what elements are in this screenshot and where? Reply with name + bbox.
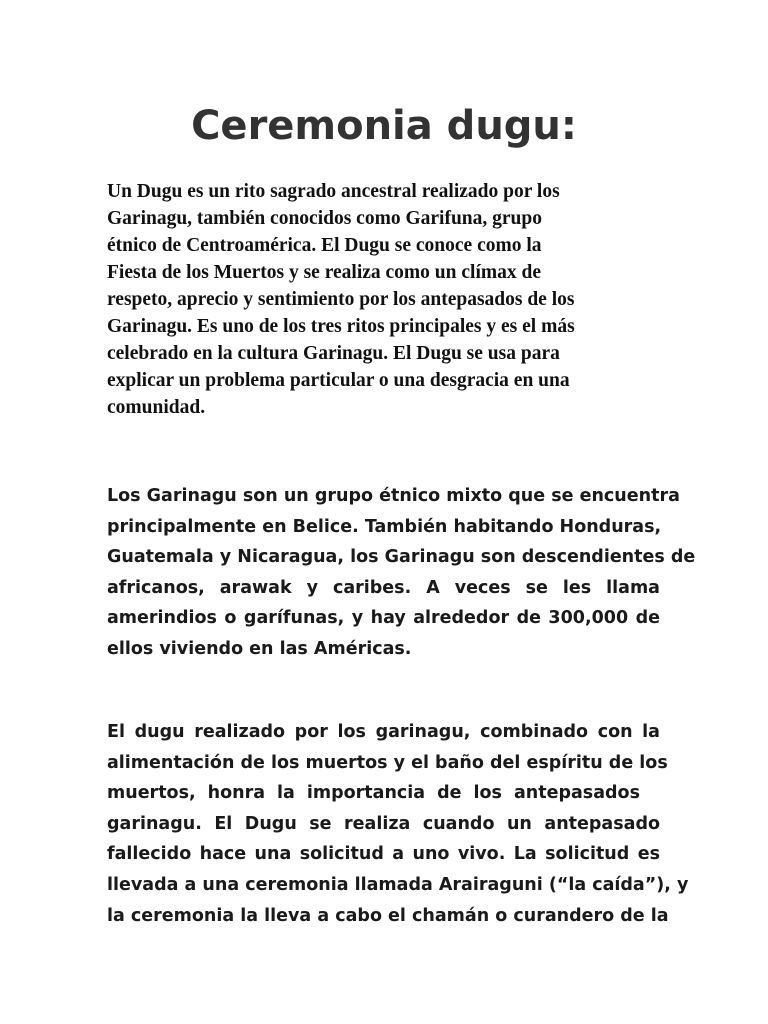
paragraph-line: Fiesta de los Muertos y se realiza como un clímax de xyxy=(107,262,541,283)
paragraph-line: muertos, honra la importancia de los antepasados xyxy=(107,783,640,804)
paragraph-line: Garinagu. Es uno de los tres ritos principales y es el más xyxy=(107,316,575,337)
paragraph-line: étnico de Centroamérica. El Dugu se conoce como la xyxy=(107,235,542,256)
paragraph-line: comunidad. xyxy=(107,397,206,418)
paragraph-line: garinagu. El Dugu se realiza cuando un antepasado xyxy=(107,813,660,834)
paragraph-line: Un Dugu es un rito sagrado ancestral realizado por los xyxy=(107,181,560,202)
paragraph-line: alimentación de los muertos y el baño del espíritu de los xyxy=(107,752,668,773)
paragraph-line: Guatemala y Nicaragua, los Garinagu son descendientes de xyxy=(107,547,696,568)
paragraph-line: respeto, aprecio y sentimiento por los antepasados de los xyxy=(107,289,575,310)
paragraph-line: explicar un problema particular o una desgracia en una xyxy=(107,370,570,391)
page-title: Ceremonia dugu: xyxy=(191,103,577,149)
paragraph-line: ellos viviendo en las Américas. xyxy=(107,638,412,659)
paragraph-line: fallecido hace una solicitud a uno vivo. La solicitud es xyxy=(107,844,660,865)
paragraph-garinagu xyxy=(107,481,696,665)
paragraph-line: llevada a una ceremonia llamada Arairaguni (“la caída”), y xyxy=(107,874,689,895)
paragraph-line: la ceremonia la lleva a cabo el chamán o curandero de la xyxy=(107,905,669,926)
paragraph-intro xyxy=(107,178,647,421)
paragraph-line: amerindios o garífunas, y hay alrededor de 300,000 de xyxy=(107,608,660,629)
paragraph-line: celebrado en la cultura Garinagu. El Dugu se usa para xyxy=(107,343,560,364)
paragraph-line: africanos, arawak y caribes. A veces se les llama xyxy=(107,577,660,598)
paragraph-line: principalmente en Belice. También habitando Honduras, xyxy=(107,516,662,537)
paragraph-dugu xyxy=(107,717,689,931)
paragraph-line: Los Garinagu son un grupo étnico mixto que se encuentra xyxy=(107,486,680,506)
paragraph-line: El dugu realizado por los garinagu, combinado con la xyxy=(107,722,660,742)
paragraph-line: Garinagu, también conocidos como Garifuna, grupo xyxy=(107,208,542,229)
